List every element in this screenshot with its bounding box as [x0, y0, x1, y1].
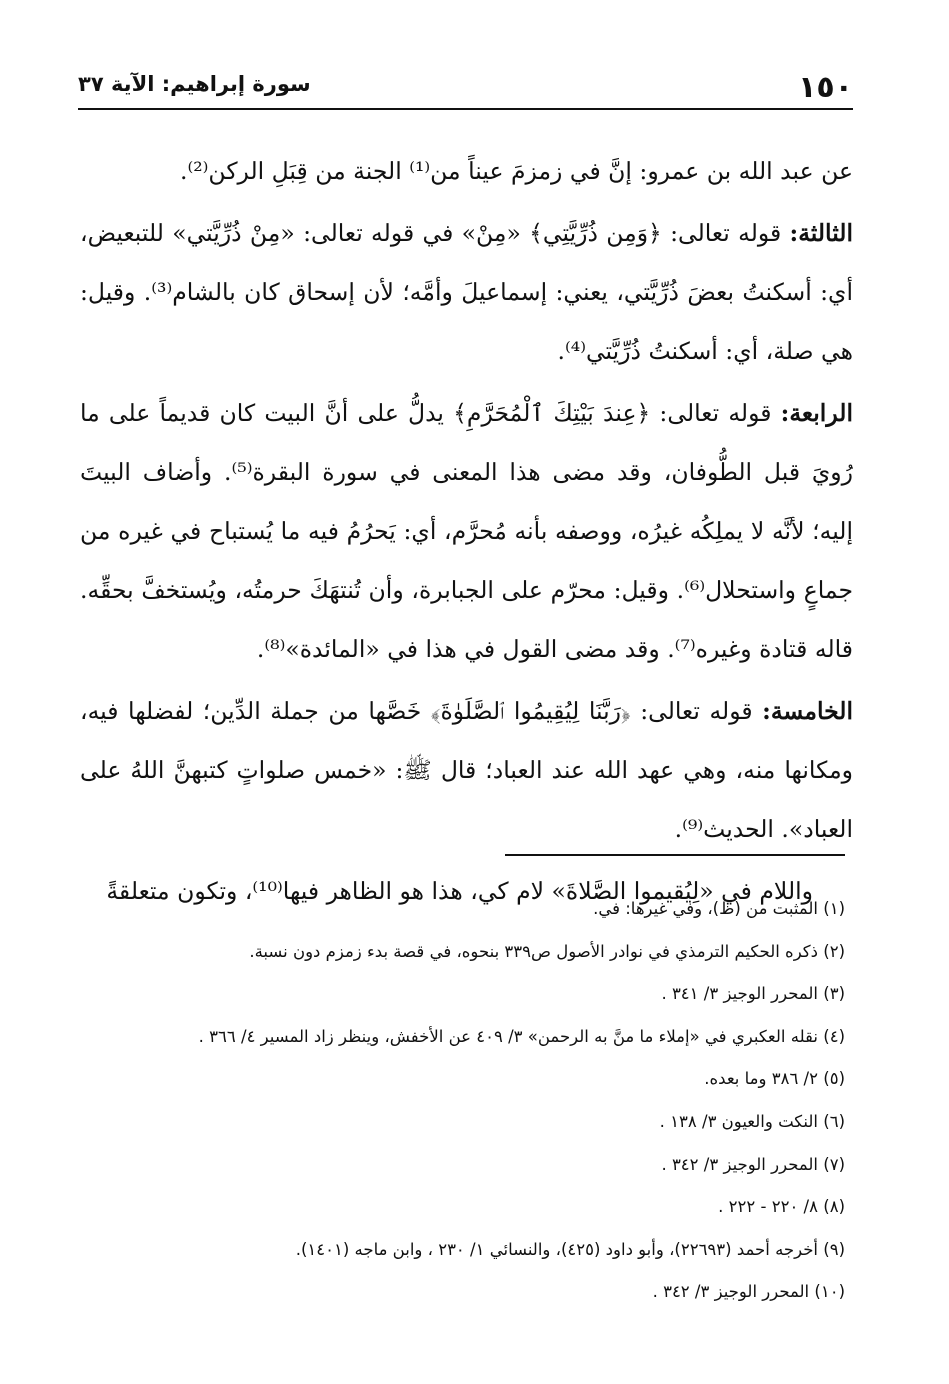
- footnote: (٥) ٢/ ٣٨٦ وما بعده.: [704, 1069, 845, 1089]
- paragraph: [80, 142, 853, 201]
- footnote: (٦) النكت والعيون ٣/ ١٣٨ .: [659, 1111, 845, 1131]
- paragraph: [80, 682, 853, 859]
- paragraph-lead: الخامسة:: [762, 697, 853, 725]
- paragraph: [80, 384, 853, 679]
- footnote: (٣) المحرر الوجيز ٣/ ٣٤١ .: [661, 984, 845, 1004]
- footnote: (٢) ذكره الحكيم الترمذي في نوادر الأصول ص٣٣٩ بنحوه، في قصة بدء زمزم دون نسبة.: [249, 941, 845, 961]
- paragraph-text: قوله تعالى: ﴿رَبَّنَا لِيُقِيمُوا ٱلصَّلَوٰةَ﴾ خَصَّها من جملة الدِّين؛ لفضلها فيه، ومكانها منه، وهي عهد الله عند العباد؛ قال ﷺ: «خمس صلواتٍ كتبهنَّ اللهُ على العباد». الحديث⁽⁹⁾.: [80, 697, 853, 843]
- paragraph: [80, 204, 853, 381]
- page-header: [78, 66, 853, 106]
- main-text: [80, 142, 853, 924]
- running-title: سورة إبراهيم: الآية ٣٧: [78, 72, 311, 96]
- footnote-separator: [505, 854, 845, 856]
- paragraph-text: عن عبد الله بن عمرو: إنَّ في زمزمَ عيناً من⁽¹⁾ الجنة من قِبَلِ الركن⁽²⁾.: [179, 157, 853, 185]
- footnote: (٨) ٨/ ٢٢٠ - ٢٢٢ .: [718, 1197, 845, 1217]
- paragraph-lead: الرابعة:: [780, 399, 853, 427]
- page-number: ١٥٠: [798, 70, 853, 105]
- footnote: (٧) المحرر الوجيز ٣/ ٣٤٢ .: [661, 1154, 845, 1174]
- header-rule: [78, 108, 853, 110]
- paragraph-text: قوله تعالى: ﴿عِندَ بَيْتِكَ ٱلْمُحَرَّمِ﴾ يدلُّ على أنَّ البيت كان قديماً على ما رُويَ قبل الطُّوفان، وقد مضى هذا المعنى في سورة البقرة⁽⁵⁾. وأضاف البيتَ إليه؛ لأنَّه لا يملِكُه غيرُه، ووصفه بأنه مُحرَّم، أي: يَحرُمُ فيه ما يُستباح في غيره من جماعٍ واستحلال⁽⁶⁾. وقيل: محرّم على الجبابرة، وأن تُنتهَكَ حرمتُه، ويُستخفَّ بحقِّه. قاله قتادة وغيره⁽⁷⁾. وقد مضى القول في هذا في «المائدة»⁽⁸⁾.: [80, 399, 854, 663]
- paragraph-text: قوله تعالى: ﴿وَمِن ذُرِّيَّتِي﴾ «مِنْ» في قوله تعالى: «مِنْ ذُرِّيَّتي» للتبعيض، أي: أسكنتُ بعضَ ذُرِّيَّتي، يعني: إسماعيلَ وأمَّه؛ لأن إسحاق كان بالشام⁽³⁾. وقيل: هي صلة، أي: أسكنتُ ذُرِّيَّتي⁽⁴⁾.: [80, 219, 853, 365]
- footnote: (٤) نقله العكبري في «إملاء ما منَّ به الرحمن» ٣/ ٤٠٩ عن الأخفش، وينظر زاد المسير ٤/ ٣٦٦ .: [198, 1026, 845, 1046]
- footnote: (١٠) المحرر الوجيز ٣/ ٣٤٢ .: [652, 1282, 845, 1302]
- footnote: (٩) أخرجه أحمد (٢٢٦٩٣)، وأبو داود (٤٢٥)، والنسائي ١/ ٢٣٠ ، وابن ماجه (١٤٠١).: [295, 1239, 845, 1259]
- footnote: (١) المثبت من (ظ)، وفي غيرها: في.: [593, 899, 845, 918]
- paragraph-lead: الثالثة:: [789, 219, 853, 247]
- paragraph-text: واللام في «لِيُقيموا الصَّلاةَ» لام كي، هذا هو الظاهر فيها⁽¹⁰⁾، وتكون متعلقةً: [106, 877, 813, 905]
- footnotes: [120, 888, 845, 1314]
